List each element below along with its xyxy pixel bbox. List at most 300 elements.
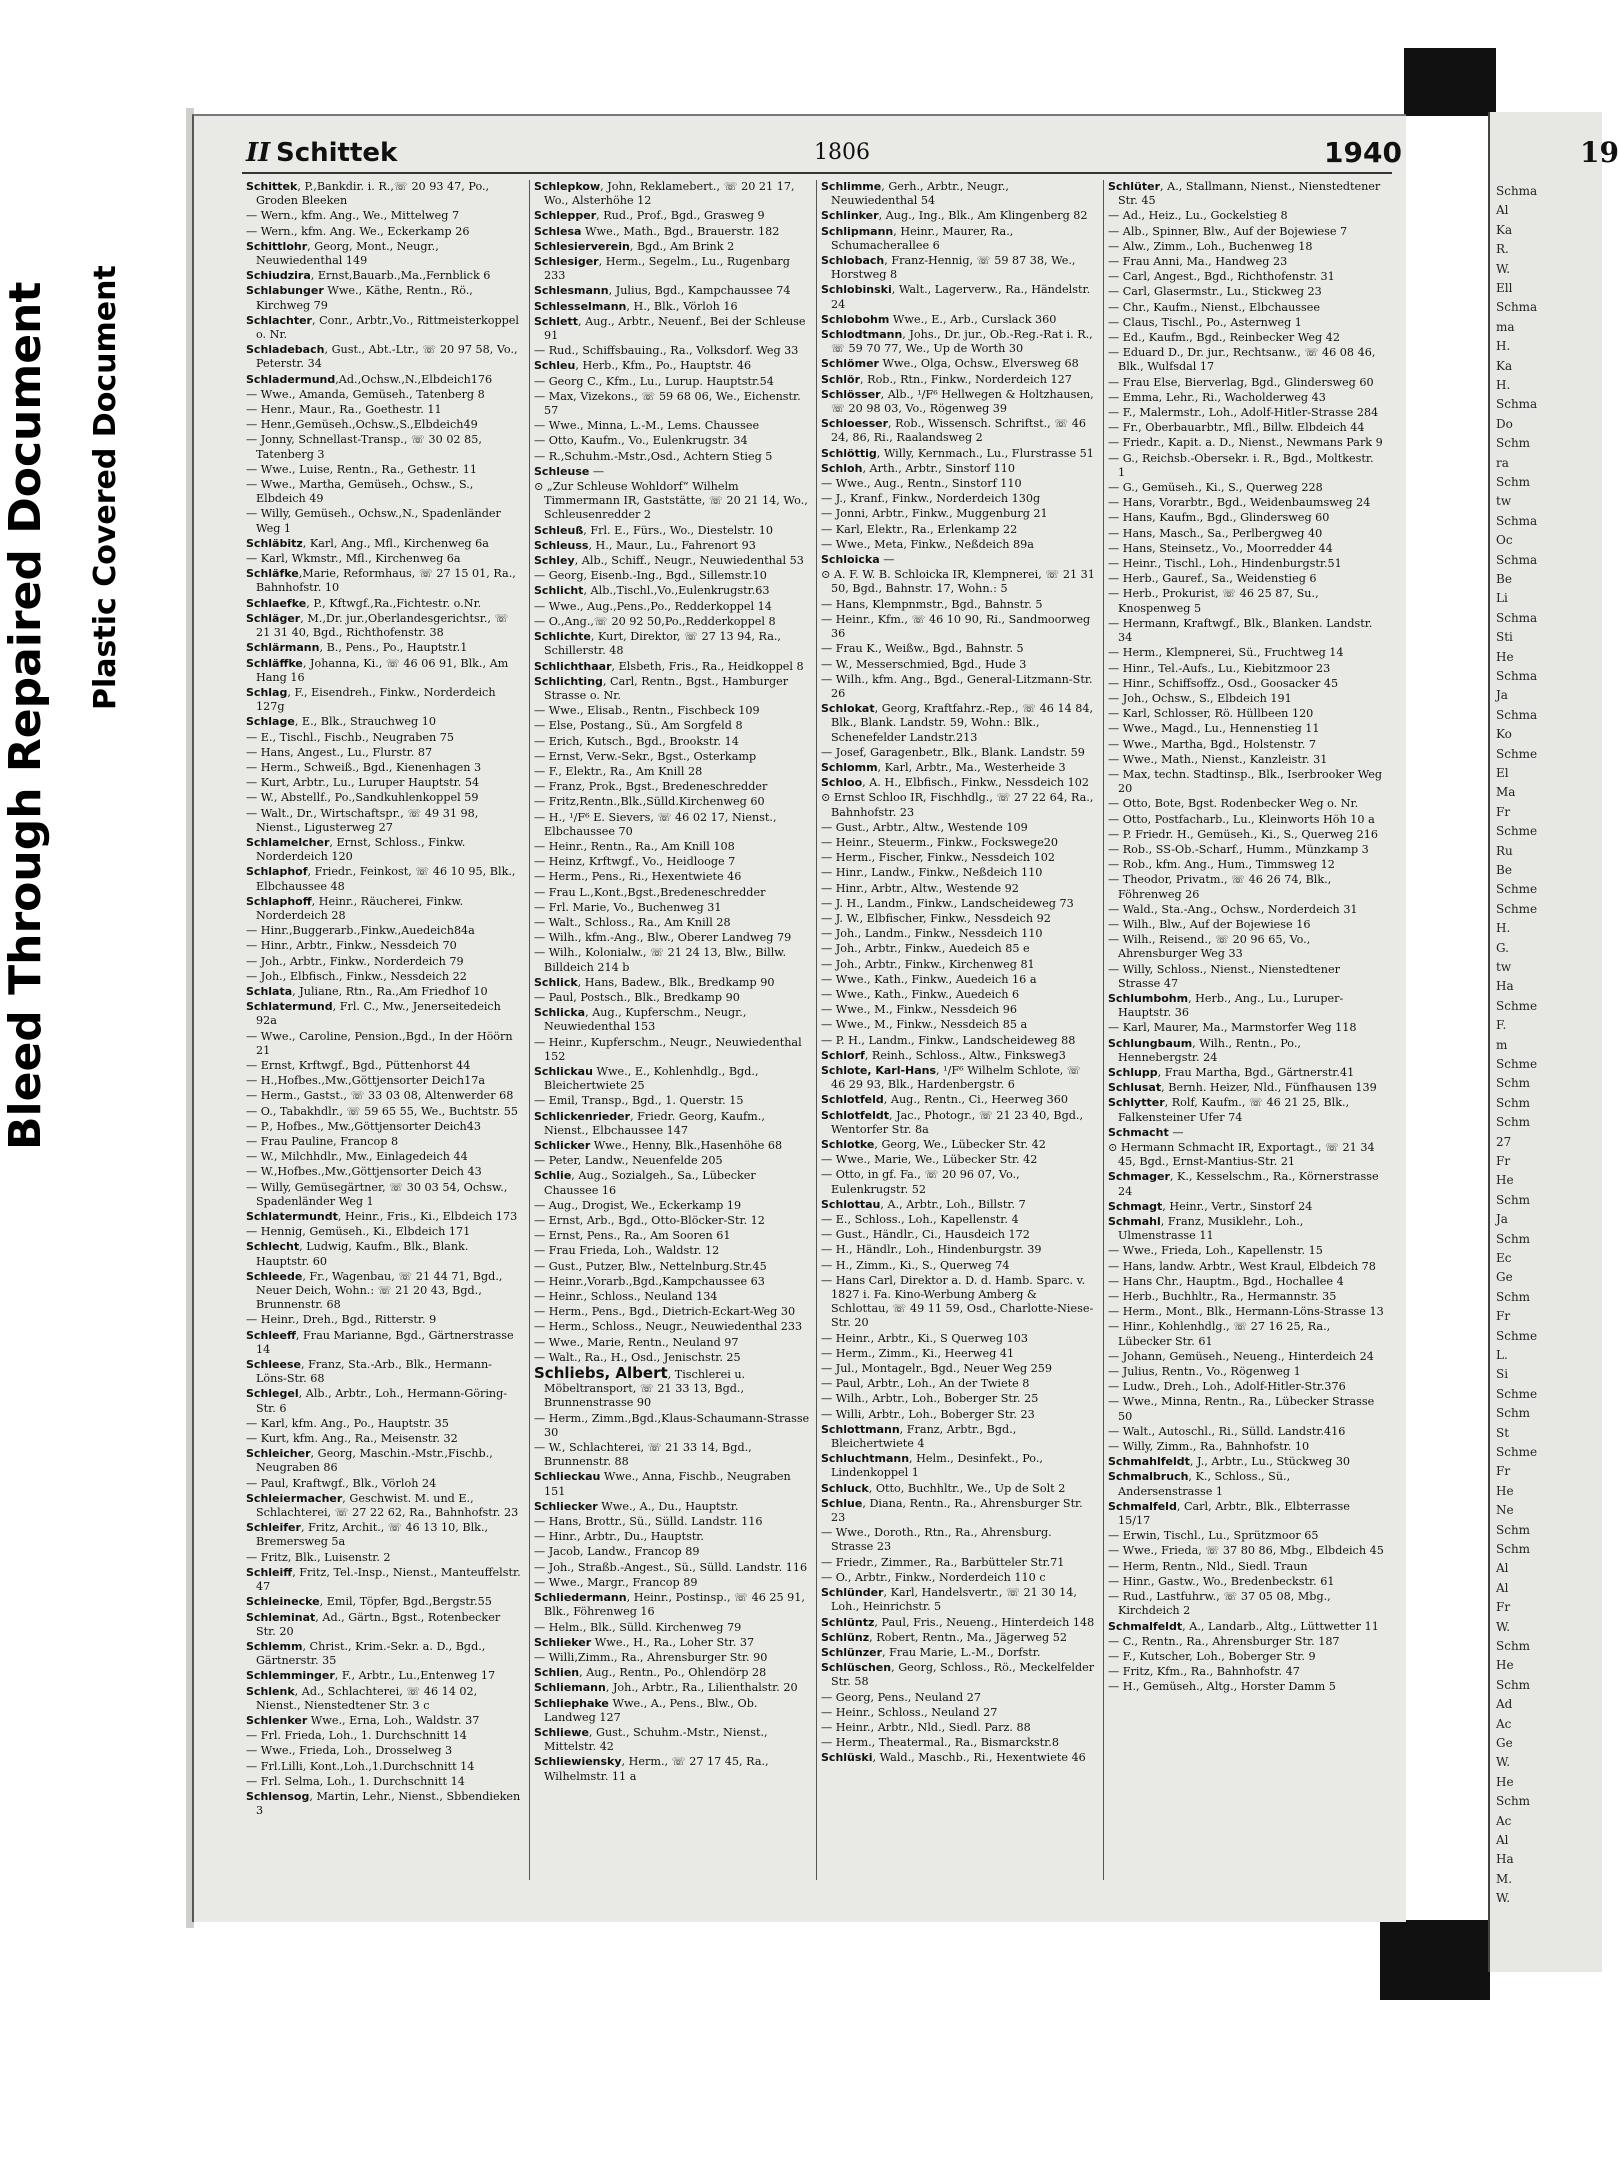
entry-details: — Wwe., Aug., Rentn., Sinstorf 110 [821,477,1022,491]
entry-details: — P. H., Landm., Finkw., Landscheideweg 88 [821,1033,1076,1047]
directory-entry [534,450,810,464]
entry-details: — Max, Vizekons., ☏ 59 68 06, We., Eichenstr. 57 [534,389,801,418]
entry-details: — Wwe., Frieda, Loh., Drosselweg 3 [246,1744,453,1758]
directory-entry [246,776,522,790]
directory-entry [246,463,522,477]
directory-entry [821,357,1097,371]
directory-entry [1108,452,1384,480]
directory-entry [1108,1350,1384,1364]
directory-entry [821,1721,1097,1735]
entry-details: — Wilh., Blw., Auf der Bojewiese 16 [1108,917,1311,931]
directory-entry [1108,1215,1384,1243]
directory-entry [534,584,810,598]
entry-details: — Heinr., Kupferschm., Neugr., Neuwiedenthal 152 [534,1035,802,1063]
entry-details: — Walt., Dr., Wirtschaftspr., ☏ 49 31 98, Nienst., Ligusterweg 27 [246,806,479,834]
directory-entry [1108,1126,1384,1140]
entry-surname: Schleicher [246,1447,311,1461]
entry-details: — Wwe., Minna, Rentn., Ra., Lübecker Strasse 50 [1108,1395,1375,1423]
next-page-fragment: Schma [1496,552,1538,567]
entry-surname: Schlepper [534,209,597,223]
entry-details: , Julius, Bgd., Kampchaussee 74 [608,284,791,298]
directory-entry [821,462,1097,476]
entry-details: — Jonni, Arbtr., Finkw., Muggenburg 21 [821,507,1048,521]
directory-entry [534,1576,810,1590]
directory-entry [821,821,1097,835]
entry-details: — Hans Carl, Direktor a. D. d. Hamb. Sparc. v. 1827 i. Fa. Kino-Werbung Amberg & Schlottau, ☏ 49 11 59, Osd., Charlotte-Niese-Str. 20 [821,1273,1094,1330]
directory-entry [821,209,1097,223]
entry-surname: Schlüntz [821,1615,875,1629]
directory-entry [246,478,522,506]
directory-entry [534,554,810,568]
entry-details: , John, Reklamebert., ☏ 20 21 17, Wo., Alsterhöhe 12 [544,180,795,208]
binding-tab-bottom [1380,1920,1490,2000]
entry-details: , Frau Marie, L.-M., Dorfstr. [882,1645,1041,1659]
directory-entry [1108,1260,1384,1274]
entry-details: — H.,Hofbes.,Mw.,Göttjensorter Deich17a [246,1074,486,1088]
directory-entry [821,1452,1097,1480]
entry-surname: Schleuß [534,523,584,537]
directory-entry [821,897,1097,911]
directory-entry [821,447,1097,461]
directory-entry [246,1417,522,1431]
entry-details: Wwe., Olga, Ochsw., Elversweg 68 [878,357,1079,371]
entry-details: — Otto, in gf. Fa., ☏ 20 96 07, Vo., Eulenkrugstr. 52 [821,1168,1020,1196]
entry-details: — Frau Pauline, Francop 8 [246,1135,399,1148]
directory-entry [534,1441,810,1469]
entry-details: , Johs., Dr. jur., Ob.-Reg.-Rat i. R., ☏ 59 70 77, We., Up de Worth 30 [831,328,1093,356]
entry-details: — Hinr., Arbtr., Du., Hauptstr. [534,1530,704,1544]
entry-surname: Schlieker [534,1635,592,1649]
entry-details: — Jonny, Schnellast-Transp., ☏ 30 02 85, Tatenberg 3 [246,433,482,461]
entry-details: — Willi, Arbtr., Loh., Boberger Str. 23 [821,1407,1035,1421]
next-page-fragment: Be [1496,863,1512,877]
entry-surname: Schlaefke [246,596,307,610]
directory-entry [1108,1081,1384,1095]
directory-entry [821,973,1097,987]
entry-surname: Schläbitz [246,536,303,550]
entry-details: — Ernst, Arb., Bgd., Otto-Blöcker-Str. 12 [534,1214,765,1228]
next-page-fragment: Ne [1496,1503,1514,1518]
directory-entry [1108,738,1384,752]
entry-surname: Schley [534,554,575,568]
directory-entry [821,1706,1097,1720]
directory-entry [534,735,810,749]
directory-entry [246,314,522,342]
entry-details: — Georg C., Kfm., Lu., Lurup. Hauptstr.54 [534,374,774,388]
entry-surname: Schliecker [534,1499,598,1513]
entry-details: — Fritz, Kfm., Ra., Bahnhofstr. 47 [1108,1665,1300,1679]
directory-entry [1108,1590,1384,1618]
directory-entry [821,791,1097,819]
entry-details: — F., Kutscher, Loh., Boberger Str. 9 [1108,1649,1316,1663]
directory-entry [246,657,522,685]
directory-entry [1108,240,1384,254]
next-page-fragment: Ge [1496,1270,1513,1285]
entry-details: — Hans, Brottr., Sü., Sülld. Landstr. 116 [534,1515,763,1529]
entry-details: , H., Blk., Vörloh 16 [626,299,738,313]
directory-entry [246,537,522,551]
entry-details: ,Ad.,Ochsw.,N.,Elbdeich176 [335,372,493,386]
directory-entry [821,523,1097,537]
next-page-fragment: He [1496,1658,1514,1673]
entry-details: Wwe., Erna, Loh., Waldstr. 37 [307,1713,480,1727]
next-page-fragment: W. [1496,1619,1511,1634]
entry-details: — Karl, Schlosser, Rö. Hüllbeen 120 [1108,707,1314,721]
entry-details: — Otto, Bote, Bgst. Rodenbecker Weg o. Nr. [1108,797,1359,811]
directory-entry [1108,1544,1384,1558]
entry-details: — Otto, Kaufm., Vo., Eulenkrugstr. 34 [534,434,748,448]
next-page-fragment: Ec [1496,1251,1512,1265]
entry-details: — Aug., Drogist, We., Eckerkamp 19 [534,1198,742,1212]
entry-details: — Willi,Zimm., Ra., Ahrensburger Str. 90 [534,1650,768,1664]
entry-details: , Wald., Maschb., Ri., Hexentwiete 46 [872,1751,1086,1765]
next-page-fragment: W. [1496,1755,1511,1770]
entry-details: — Emma, Lehr., Ri., Wacholderweg 43 [1108,390,1326,404]
directory-column-4 [1108,180,1384,1696]
directory-entry [1108,1680,1384,1694]
entry-details: , Gerh., Arbtr., Neugr., Neuwiedenthal 54 [831,180,1009,208]
directory-entry [534,1681,810,1695]
entry-details: — Heinz, Krftwgf., Vo., Heidlooge 7 [534,855,736,869]
directory-entry [534,886,810,900]
entry-details: — Peter, Landw., Neuenfelde 205 [534,1154,723,1168]
directory-entry [246,1521,522,1549]
entry-details: — Herb., Gauref., Sa., Weidenstieg 6 [1108,572,1317,586]
entry-details: , Tischlerei u. Möbeltransport, ☏ 21 33 13, Bgd., Brunnenstrasse 90 [544,1368,746,1410]
directory-entry [246,924,522,938]
directory-entry [534,390,810,418]
entry-details: , Aug., Kupferschm., Neugr., Neuwiedenthal 153 [544,1006,747,1034]
directory-entry [534,615,810,629]
directory-entry [821,866,1097,880]
entry-surname: Schläger [246,611,301,625]
next-page-fragment: Al [1496,1580,1509,1595]
entry-surname: Schlösser [821,387,881,401]
entry-details: , Carl, Arbtr., Blk., Elbterrasse 15/17 [1118,1499,1350,1528]
next-page-fragment: He [1496,1483,1514,1498]
directory-entry [1108,662,1384,676]
directory-entry [1108,1395,1384,1423]
entry-details: — Wilh., kfm.-Ang., Blw., Oberer Landweg 79 [534,931,792,945]
directory-entry [1108,406,1384,420]
entry-details: — Wwe., Martha, Gemüseh., Ochsw., S., Elbdeich 49 [246,478,474,506]
directory-entry [821,958,1097,972]
directory-column-1 [246,180,522,1819]
entry-details: — Frl. Marie, Vo., Buchenweg 31 [534,900,722,914]
entry-details: — Frl.Lilli, Kont.,Loh.,1.Durchschnitt 14 [246,1759,475,1773]
directory-entry [534,1621,810,1635]
directory-column-3 [821,180,1097,1767]
entry-details: Wwe., Henny, Blk.,Hasenhöhe 68 [590,1139,783,1152]
next-page-fragment: Schm [1496,1522,1531,1537]
entry-details: , Heinr., Maurer, Ra., Schumacherallee 6 [831,224,1014,252]
directory-entry [246,1477,522,1491]
entry-surname: Schlipmann [821,224,894,238]
directory-entry [534,976,810,990]
entry-details: , Alb., Arbtr., Loh., Hermann-Göring-Str. 6 [256,1387,508,1415]
directory-entry [246,567,522,595]
entry-details: — Georg, Pens., Neuland 27 [821,1690,981,1704]
directory-entry [246,1074,522,1088]
entry-surname: Schlinker [821,209,879,223]
entry-surname: Schlokat [821,702,875,716]
directory-entry [821,180,1097,208]
entry-surname: Schlupp [1108,1065,1158,1079]
entry-surname: Schleede [246,1269,303,1283]
entry-details: — E., Tischl., Fischb., Neugraben 75 [246,730,455,744]
entry-details: — O., Tabakhdlr., ☏ 59 65 55, We., Buchtstr. 55 [246,1104,518,1118]
entry-surname: Schlichting [534,674,603,688]
header-rule [242,172,1392,174]
directory-entry [246,836,522,864]
entry-details: — Hans, Klempnmstr., Bgd., Bahnstr. 5 [821,597,1043,611]
directory-entry [821,1392,1097,1406]
directory-column-2 [534,180,810,1785]
entry-details: — Ad., Heiz., Lu., Gockelstieg 8 [1108,209,1288,223]
entry-details: — Wern., kfm. Ang. We., Eckerkamp 26 [246,224,470,238]
entry-surname: Schlachter [246,313,312,327]
entry-surname: Schmager [1108,1170,1170,1184]
directory-entry [1108,1425,1384,1439]
next-page-fragment: Schme [1496,901,1538,916]
directory-entry [821,1616,1097,1630]
directory-entry [1108,692,1384,706]
directory-entry [246,1105,522,1119]
directory-entry [1108,873,1384,901]
next-page-fragment: Ge [1496,1736,1513,1750]
directory-entry [821,776,1097,790]
directory-entry [1108,646,1384,660]
entry-details: — Wwe., Elisab., Rentn., Fischbeck 109 [534,704,760,718]
directory-entry [1108,285,1384,299]
directory-entry [534,539,810,553]
directory-entry [534,1139,810,1153]
entry-details: Wwe., E., Arb., Curslack 360 [889,312,1057,326]
directory-entry [246,240,522,268]
entry-details: — C., Rentn., Ra., Ahrensburger Str. 187 [1108,1634,1340,1648]
entry-surname: Schlecht [246,1240,300,1254]
next-page-fragment: Be [1496,572,1512,586]
directory-entry [1108,1575,1384,1589]
directory-entry [821,373,1097,387]
directory-entry [246,1030,522,1058]
entry-details: — Herm., Mont., Blk., Hermann-Löns-Strasse 13 [1108,1305,1384,1319]
directory-entry [1108,617,1384,645]
directory-entry [534,284,810,298]
directory-entry [534,901,810,915]
entry-details: — H., ¹/F⁶ E. Sievers, ☏ 46 02 17, Nienst., Elbchaussee 70 [534,810,777,838]
entry-details: — Wwe., M., Finkw., Nessdeich 85 a [821,1018,1028,1032]
entry-details: ⊙ Hermann Schmacht IR, Exportagt., ☏ 21 34 45, Bgd., Ernst-Mantius-Str. 21 [1108,1141,1375,1169]
entry-details: — Wwe., Minna, L.-M., Lems. Chaussee [534,419,760,433]
entry-surname: Schleu [534,359,576,373]
directory-entry [821,1571,1097,1585]
entry-surname: Schmagt [1108,1199,1163,1213]
entry-details: , P., Kftwgf.,Ra.,Fichtestr. o.Nr. [306,596,482,610]
entry-details: — Hennig, Gemüseh., Ki., Elbdeich 171 [246,1225,471,1239]
entry-details: , Heinr., Postinsp., ☏ 46 25 91, Blk., Föhrenweg 16 [544,1591,805,1619]
directory-entry [534,1697,810,1725]
directory-entry [821,507,1097,521]
entry-details: — Carl, Glasermstr., Lu., Stickweg 23 [1108,285,1322,299]
directory-entry [246,970,522,984]
entry-surname: Schloesser [821,417,889,431]
next-page-fragment: 27 [1496,1134,1512,1149]
directory-entry [1108,376,1384,390]
next-page-fragment: ma [1496,319,1515,334]
directory-entry [821,942,1097,956]
entry-details: — Frau Anni, Ma., Handweg 23 [1108,255,1288,269]
entry-surname: Schlöttig [821,446,877,460]
entry-details: — Heinr.,Vorarb.,Bgd.,Kampchaussee 63 [534,1274,765,1288]
entry-details: , Georg, Maschin.-Mstr.,Fischb., Neugraben 86 [256,1447,493,1475]
directory-entry [1108,1440,1384,1454]
next-page-fragment: Schma [1496,184,1538,198]
entry-details: , K., Schloss., Sü., Andersenstrasse 1 [1118,1470,1291,1498]
directory-entry [1108,255,1384,269]
next-page-fragment: Ad [1496,1697,1513,1712]
entry-details: , H., Maur., Lu., Fahrenort 93 [588,538,756,552]
directory-entry [534,1036,810,1064]
entry-details: — Wwe., Kath., Finkw., Auedeich 6 [821,987,1020,1001]
entry-details: — Wwe., Aug.,Pens.,Po., Redderkoppel 14 [534,599,772,613]
entry-details: — Johann, Gemüseh., Neueng., Hinterdeich 24 [1108,1349,1374,1363]
directory-entry [821,1631,1097,1645]
directory-entry [246,269,522,283]
entry-details: — Wwe., Margr., Francop 89 [534,1575,698,1589]
directory-entry [246,1059,522,1073]
directory-entry [246,225,522,239]
entry-details: , Ludwig, Kaufm., Blk., Blank. Hauptstr. 60 [256,1240,469,1268]
entry-details: , A., Stallmann, Nienst., Nienstedtener Str. 45 [1118,180,1381,208]
directory-entry [821,283,1097,311]
directory-entry [534,1591,810,1619]
directory-entry [1108,557,1384,571]
entry-details: — Wilh., Kolonialw., ☏ 21 24 13, Blw., Billw. Billdeich 214 b [534,946,787,974]
directory-entry [534,359,810,373]
entry-surname: Schlüski [821,1751,873,1765]
directory-entry [821,1109,1097,1137]
entry-surname: Schlag [246,685,288,699]
entry-details: — Joh., Arbtr., Finkw., Kirchenweg 81 [821,957,1035,971]
directory-entry [246,955,522,969]
entry-details: — Jacob, Landw., Francop 89 [534,1545,700,1559]
entry-surname: Schlobach [821,254,885,268]
directory-entry [1108,1275,1384,1289]
entry-details: — Wwe., Meta, Finkw., Neßdeich 89a [821,537,1034,551]
directory-entry [534,465,810,479]
entry-details: , Aug., Sozialgeh., Sa., Lübecker Chaussee 16 [544,1169,756,1197]
next-page-fragment: G. [1496,940,1509,955]
entry-details: , Geschwist. M. und E., Schlachterei, ☏ 27 22 62, Ra., Bahnhofstr. 23 [256,1491,519,1520]
directory-entry [1108,677,1384,691]
next-page-fragment: Schm [1496,1231,1531,1246]
directory-entry [534,434,810,448]
directory-entry [1108,391,1384,405]
entry-details: , Johanna, Ki., ☏ 46 06 91, Blk., Am Hang 16 [256,656,509,684]
entry-details: — Herm., Theatermal., Ra., Bismarckstr.8 [821,1736,1059,1750]
entry-details: — Heinr., Arbtr., Ki., S Querweg 103 [821,1331,1028,1345]
entry-surname: Schlusat [1108,1081,1162,1095]
entry-surname: Schlotfeldt [821,1108,890,1122]
next-page-fragment: W. [1496,1891,1511,1906]
entry-details: — Karl, Maurer, Ma., Marmstorfer Weg 118 [1108,1021,1357,1035]
entry-details: , Diana, Rentn., Ra., Ahrensburger Str. 23 [831,1496,1083,1525]
directory-entry [534,600,810,614]
directory-entry [821,225,1097,253]
entry-details: — Josef, Garagenbetr., Blk., Blank. Landstr. 59 [821,745,1085,759]
directory-entry [1108,481,1384,495]
entry-details: , Fritz, Tel.-Insp., Nienst., Manteuffelstr. 47 [256,1565,521,1594]
entry-details: — Rud., Schiffsbauing., Ra., Volksdorf. Weg 33 [534,344,799,358]
entry-details: , Juliane, Rtn., Ra.,Am Friedhof 10 [292,984,488,998]
column-mark: II [246,138,271,168]
directory-entry [1108,1365,1384,1379]
next-page-fragment: Ac [1496,1716,1512,1731]
directory-entry [534,1336,810,1350]
entry-surname: Schladebach [246,343,325,357]
directory-entry [246,612,522,640]
entry-details: — Frl. Frieda, Loh., 1. Durchschnitt 14 [246,1729,467,1743]
entry-details: — Chr., Kaufm., Nienst., Elbchaussee [1108,300,1321,314]
directory-entry [821,658,1097,672]
entry-details: — W.,Hofbes.,Mw.,Göttjensorter Deich 43 [246,1165,482,1179]
next-page-fragment: Schme [1496,1328,1538,1343]
entry-details: — Hinr., Landw., Finkw., Neßdeich 110 [821,866,1043,880]
entry-surname: Schlabunger [246,284,324,298]
entry-details: — Theodor, Privatm., ☏ 46 26 74, Blk., Föhrenweg 26 [1108,873,1332,901]
entry-details: , ¹/F⁶ Wilhelm Schlote, ☏ 46 29 93, Blk., Hardenbergstr. 6 [831,1063,1081,1092]
entry-surname: Schleifer [246,1521,301,1535]
entry-details: — Wwe., Martha, Bgd., Holstenstr. 7 [1108,737,1316,751]
entry-details: — Gust., Arbtr., Altw., Westende 109 [821,820,1028,834]
directory-entry [246,388,522,402]
entry-surname: Schlegel [246,1387,299,1401]
directory-entry [246,1640,522,1668]
directory-entry [534,630,810,658]
entry-details: — Wwe., Caroline, Pension.,Bgd., In der Höörn 21 [246,1029,513,1057]
entry-details: Wwe., Anna, Fischb., Neugraben 151 [544,1470,791,1498]
entry-details: — [879,553,895,567]
directory-entry [246,1387,522,1415]
directory-entry [821,313,1097,327]
next-page-fragment: Ja [1496,1212,1508,1227]
entry-details: , Frau Marianne, Bgd., Gärtnerstrasse 14 [256,1328,514,1356]
entry-details: , E., Blk., Strauchweg 10 [294,715,437,729]
next-page-fragment: Schm [1496,1192,1531,1207]
directory-entry [821,988,1097,1002]
entry-details: , Franz, Musiklehr., Loh., Ulmenstrasse 11 [1118,1215,1304,1243]
repair-note-label: Bleed Through Repaired Document [0,281,51,1150]
directory-entry [246,1165,522,1179]
directory-entry [534,300,810,314]
entry-surname: Schlote, Karl-Hans [821,1063,937,1077]
entry-details: — J., Kranf., Finkw., Norderdeich 130g [821,492,1041,506]
entry-surname: Schmahlfeldt [1108,1455,1190,1469]
directory-entry [246,1714,522,1728]
next-page-fragment: Schm [1496,1095,1531,1110]
entry-details: — Gust., Putzer, Blw., Nettelnburg.Str.45 [534,1259,767,1273]
directory-entry [821,1213,1097,1227]
entry-details: , Elsbeth, Fris., Ra., Heidkoppel 8 [611,659,804,673]
directory-entry [534,1275,810,1289]
directory-entry [246,507,522,535]
directory-entry [821,912,1097,926]
directory-entry [1108,843,1384,857]
entry-surname: Schlickenrieder [534,1109,631,1123]
entry-details: — Hans, landw. Arbtr., West Kraul, Elbdeich 78 [1108,1259,1376,1273]
next-page-fragment: Ha [1496,1852,1514,1867]
